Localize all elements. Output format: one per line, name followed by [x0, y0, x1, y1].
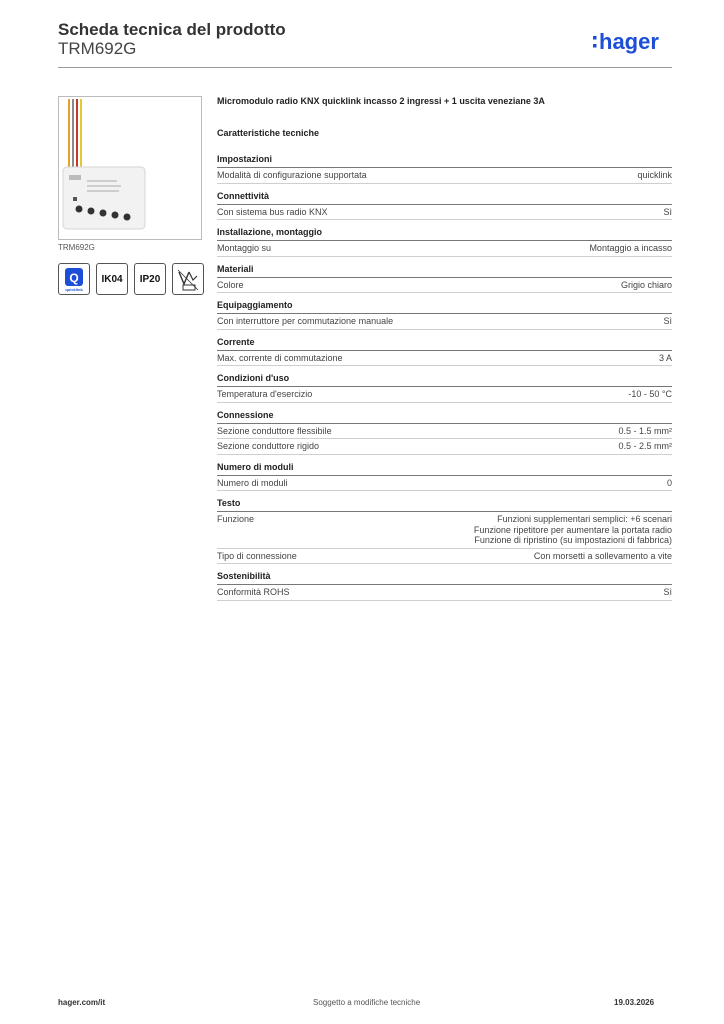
badge-row [58, 263, 204, 295]
spec-label: Sezione conduttore flessibile [217, 425, 332, 436]
spec-row [217, 585, 672, 601]
spec-group-heading: Testo [217, 498, 672, 512]
spec-group-heading: Materiali [217, 264, 672, 278]
recycling-icon [172, 263, 204, 295]
spec-row [217, 387, 672, 403]
spec-group-heading: Corrente [217, 337, 672, 351]
spec-label: Sezione conduttore rigido [217, 441, 320, 451]
spec-row [217, 314, 672, 330]
spec-value: Sì [663, 316, 672, 326]
spec-row [217, 351, 672, 367]
spec-value: 3 A [658, 352, 672, 363]
spec-content [217, 96, 672, 608]
spec-row [217, 439, 672, 455]
spec-group-heading: Installazione, montaggio [217, 227, 672, 241]
spec-label: Funzione [217, 514, 255, 524]
page-title: Scheda tecnica del prodotto [58, 20, 286, 39]
product-code: TRM692G [58, 39, 137, 58]
spec-value-line: Funzione ripetitore per aumentare la portata radio [473, 524, 672, 535]
spec-group-heading: Impostazioni [217, 154, 672, 168]
spec-group [217, 264, 672, 294]
spec-group-heading: Equipaggiamento [217, 300, 672, 314]
spec-group-heading: Connessione [217, 410, 672, 424]
spec-label: Con interruttore per commutazione manuale [217, 316, 394, 326]
spec-group-heading: Sostenibilità [217, 571, 672, 585]
spec-label: Numero di moduli [217, 477, 288, 488]
spec-row [217, 278, 672, 294]
spec-group [217, 337, 672, 367]
spec-label: Temperatura d'esercizio [217, 389, 313, 399]
spec-label: Max. corrente di commutazione [217, 352, 343, 363]
spec-value: Sì [663, 206, 672, 217]
svg-text:quicklink: quicklink [65, 287, 83, 292]
spec-label: Tipo di connessione [217, 550, 297, 561]
spec-group-heading: Numero di moduli [217, 462, 672, 476]
spec-row [217, 205, 672, 221]
spec-group [217, 154, 672, 184]
spec-group [217, 571, 672, 601]
product-caption: TRM692G [58, 243, 95, 252]
spec-value-line: Funzione di ripristino (su impostazioni di fabbrica) [474, 535, 672, 545]
footer-note: Soggetto a modifiche tecniche [313, 998, 421, 1007]
spec-group [217, 300, 672, 330]
spec-label: Con sistema bus radio KNX [217, 206, 328, 217]
ik04-badge: IK04 [96, 263, 128, 295]
spec-group [217, 462, 672, 492]
section-heading: Caratteristiche tecniche [217, 128, 320, 138]
spec-group [217, 191, 672, 221]
spec-group-heading: Condizioni d'uso [217, 373, 672, 387]
spec-value: 0.5 - 2.5 mm² [618, 441, 672, 451]
spec-row [217, 241, 672, 257]
product-title: Micromodulo radio KNX quicklink incasso 2 ingressi + 1 uscita veneziane 3A [217, 96, 545, 106]
spec-value: quicklink [637, 170, 672, 180]
spec-value-line: Funzioni supplementari semplici: +6 scenari [497, 514, 672, 524]
spec-label: Montaggio su [217, 243, 272, 253]
spec-value: Con morsetti a sollevamento a vite [533, 550, 672, 561]
footer-date: 19.03.2026 [614, 998, 655, 1007]
header-divider [58, 67, 672, 68]
spec-label: Colore [217, 279, 244, 290]
spec-value: Grigio chiaro [620, 279, 672, 290]
spec-value: 0 [666, 477, 672, 488]
hager-logo [591, 27, 677, 57]
spec-label: Conformità ROHS [217, 587, 290, 597]
spec-value: Montaggio a incasso [589, 243, 672, 253]
spec-row [217, 424, 672, 440]
spec-label: Modalità di configurazione supportata [217, 170, 367, 180]
ip20-badge: IP20 [134, 263, 166, 295]
spec-value: Sì [663, 587, 672, 597]
spec-value: -10 - 50 °C [628, 389, 672, 399]
spec-group [217, 410, 672, 455]
spec-row [217, 476, 672, 492]
spec-group [217, 227, 672, 257]
spec-group [217, 373, 672, 403]
footer-website: hager.com/it [58, 998, 106, 1007]
svg-text:Q: Q [69, 271, 79, 285]
spec-row [217, 549, 672, 565]
product-image [58, 96, 202, 240]
quicklink-icon [58, 263, 90, 295]
spec-groups [217, 154, 672, 601]
spec-row [217, 168, 672, 184]
spec-value [474, 514, 672, 546]
spec-value: 0.5 - 1.5 mm² [618, 425, 672, 436]
svg-text:hager: hager [599, 29, 659, 54]
spec-group-heading: Connettività [217, 191, 672, 205]
spec-row [217, 512, 672, 549]
spec-group [217, 498, 672, 564]
